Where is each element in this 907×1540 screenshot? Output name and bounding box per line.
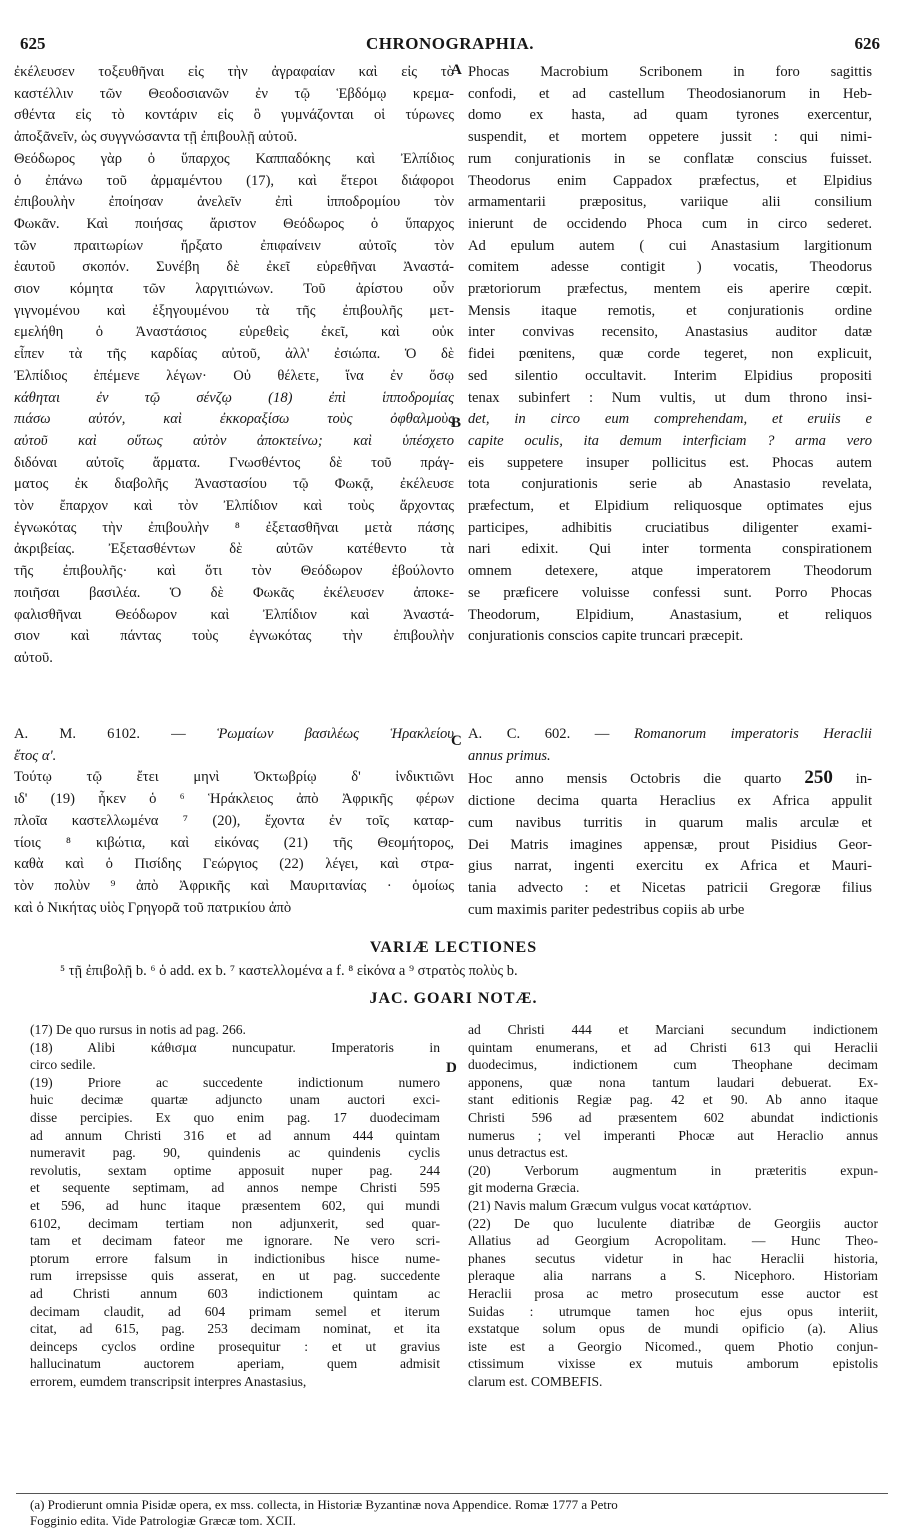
greek-text-line: σιον κόμητα τῶν λαργιτιώνων. Τοῦ ἀρίστου οὖν xyxy=(14,281,454,298)
latin-text-line: Mensis itaque remotis, et conjurationis ordine xyxy=(468,302,872,319)
greek-year-line: καθὰ καὶ ὁ Πισίδης Γεώργιος (22) λέγει, καὶ στρα- xyxy=(14,856,454,873)
note-line: 6102, decimam tertiam non adjunxerit, sed quar- xyxy=(30,1215,440,1231)
note-line: errorem, eumdem transcripsit interpres Anastasius, xyxy=(30,1373,307,1389)
note-line: exstatque solum opus de mundi opificio (a). Alius xyxy=(468,1321,878,1337)
greek-year-line: ιδ' (19) ἧκεν ὁ ⁶ Ἡράκλειος ἀπὸ Ἀφρικῆς φέρων xyxy=(14,791,454,808)
note-line: unus detractus est. xyxy=(468,1145,569,1161)
note-line: (18) Alibi κάθισμα nuncupatur. Imperatoris in xyxy=(30,1039,440,1055)
latin-text-line: sed silentio occultavit. Interim Elpidius propositi xyxy=(468,367,872,384)
greek-text-line: εἶπεν τὰ τῆς καρδίας αὐτοῦ, ἀλλ' ἐσιώπα. Ὁ δὲ xyxy=(14,346,454,363)
note-line: tam et decimam fateor me ignorare. Ne vero scri- xyxy=(30,1233,440,1249)
greek-text-line: γιγνομένου καὶ ἐξηγουμένου τὰ τῆς ἐπιβουλῆς μετ- xyxy=(14,302,454,319)
latin-year-line: gius narrat, ingenti exercitu ex Africa et Mauri- xyxy=(468,858,872,875)
latin-text-line: Phocas Macrobium Scribonem in foro sagittis xyxy=(468,64,872,80)
latin-year-label: A. C. 602. — xyxy=(468,726,610,742)
greek-text-line: τῶν πραιτωρίων ἤρξατο ἐπιφαίνειν αὐτοῖς τὸν xyxy=(14,237,454,254)
latin-text-line: nari edixit. Qui inter tormenta conspirationem xyxy=(468,541,872,558)
latin-text-line: suspendit, et mortem oppetere jussit : qui nimi- xyxy=(468,129,872,146)
greek-year-line: τίοις ⁸ κιβώτια, καὶ εἰκόνας (21) τῆς Θεομήτορος, xyxy=(14,834,454,851)
note-line: decimam claudit, ad 604 primam semel et iterum xyxy=(30,1303,440,1319)
note-line: citat, ad 615, pag. 253 decimam nominat, et ita xyxy=(30,1321,440,1337)
latin-text-line: armamentarii præpositus, variique alii consilium xyxy=(468,194,872,211)
greek-year-line: Τούτῳ τῷ ἔτει μηνὶ Ὀκτωβρίῳ δ' ἰνδικτιῶνι xyxy=(14,769,454,786)
latin-year-title: Romanorum imperatoris Heraclii xyxy=(633,726,872,742)
note-line: numerus ; vel imperanti Phocæ aut Heraclio annus xyxy=(468,1127,878,1143)
latin-year-line: Dei Matris imagines appensæ, prout Pisidius Geor- xyxy=(468,836,872,853)
latin-year-line: dictione decima quarta Heraclius ex Africa appulit xyxy=(468,793,872,810)
note-line: (22) De quo luculente diatribæ de Georgiis auctor xyxy=(468,1215,878,1231)
note-line: disse percipies. Ex quo enim pag. 17 duodecimam xyxy=(30,1109,440,1125)
section-marker-c: C xyxy=(451,733,462,749)
variae-lectiones-line: ⁵ τῇ ἐπιβολῇ b. ⁶ ὁ add. ex b. ⁷ καστελλομένα a f. ⁸ εἰκόνα a ⁹ στρατὸς πολὺς b. xyxy=(60,963,518,979)
latin-text-line: fidei pœnitens, quæ corde tegeret, non explicuit, xyxy=(468,346,872,363)
greek-year-line: τὸν πολὺν ⁹ ἀπὸ Ἀφρικῆς καὶ Μαυριτανίας · ὁμοίως xyxy=(14,877,454,894)
latin-text-line: eis suppetere insuper pollicitus est. Phocas autem xyxy=(468,454,872,471)
latin-text-line: conjurationis conscios capite truncari præcepit. xyxy=(468,628,744,645)
notes-right-column xyxy=(468,1021,878,1390)
greek-text-line: φαλισθῆναι Θεόδωρον καὶ Ἐλπίδιον καὶ Ἀναστά- xyxy=(14,606,454,623)
greek-text-line: τὸν ἔπαρχον καὶ τὸν Ἐλπίδιον καὶ τοὺς ἄρχοντας xyxy=(14,498,454,515)
note-line: (20) Verborum augmentum in præteritis expun- xyxy=(468,1162,878,1178)
page-number-left: 625 xyxy=(20,34,46,53)
footnote-line: Fogginio edita. Vide Patrologiæ Græcæ tom. XCII. xyxy=(30,1513,296,1528)
note-line: deinceps cyclos ordine prosequitur : et ut gravius xyxy=(30,1338,440,1354)
greek-text-line: εμελήθη ὁ Ἀναστάσιος εὑρεθεὶς ἐκεῖ, καὶ οὐκ xyxy=(14,324,454,341)
greek-text-line: σιον καὶ πάντας τοὺς ἐγνωκότας τὴν ἐπιβουλὴν xyxy=(14,628,454,645)
greek-text-line: καστέλλιν τῶν Θεοδοσιανῶν ἐν τῷ Ἑβδόμῳ κρεμα- xyxy=(14,85,454,102)
section-marker-a: A xyxy=(451,62,462,78)
latin-text-line: omnem detexere, atque imperatorem Theodorum xyxy=(468,563,872,580)
note-line: quintam enumerans, et ad Christi 613 qui Heraclii xyxy=(468,1039,878,1055)
greek-text-line: ματος ἐκ διαβολῆς Ἀναστασίου τῷ Φωκᾷ, ἐκέλευσε xyxy=(14,476,454,493)
note-line: Allatius ad Georgium Acropolitam. — Hunc Theo- xyxy=(468,1233,878,1249)
greek-text-line: ἑαυτοῦ σκοπόν. Συνέβη δὲ ἐκεῖ εὑρεθῆναι Ἀναστά- xyxy=(14,259,454,276)
note-line: iste est a Georgio Nicomed., quem Photio conjun- xyxy=(468,1338,878,1354)
latin-text-column xyxy=(468,62,872,648)
latin-year-heading xyxy=(468,724,872,746)
note-line: revolutis, sextam optime apposuit nuper pag. 244 xyxy=(30,1162,440,1178)
note-line: et sequente septimam, ad annos nempe Christi 595 xyxy=(30,1180,440,1196)
note-line: apponens, quæ nona tantum laudari debuerat. Ex- xyxy=(468,1074,878,1090)
latin-text-line: participes, adhibitis cruciatibus diligenter exami- xyxy=(468,519,872,536)
running-title: CHRONOGRAPHIA. xyxy=(365,34,535,53)
greek-text-line: ἐπιβουλὴν ἐποίησαν ἀνελεῖν ἐπὶ ἱπποδρομίου τὸν xyxy=(14,194,454,211)
notes-left-column xyxy=(30,1021,440,1390)
greek-text-line: Ἐλπίδιος ἐπέμενε λέγων· Οὐ θέλετε, ἵνα ἐν ὅσῳ xyxy=(14,367,454,384)
latin-year-first-line-end: in- xyxy=(855,771,872,788)
greek-year-section xyxy=(14,724,454,919)
note-line: git moderna Græcia. xyxy=(468,1180,580,1196)
section-marker-d: D xyxy=(446,1060,457,1076)
latin-text-line: domo ex hasta, ad quam tyrones exercentur, xyxy=(468,107,872,124)
greek-text-line: ἀκριβείας. Ἐξετασθέντων δὲ αὐτῶν κατέθεντο τὰ xyxy=(14,541,454,558)
latin-text-line: confodi, et ad castellum Theodosianorum in Heb- xyxy=(468,85,872,102)
latin-year-section xyxy=(468,724,872,921)
latin-text-line: prætoriorum præfectus, mentem eis aperire cœpit. xyxy=(468,281,872,298)
greek-text-line: διδόναι αὐτοῖς ἅρματα. Γνωσθέντος δὲ τοῦ πράγ- xyxy=(14,454,454,471)
latin-text-line: Ad epulum autem ( cui Anastasium largitionum xyxy=(468,237,872,254)
section-marker-b: B xyxy=(451,415,462,431)
note-line: rum irrepsisse quis asserat, en ut pag. succedente xyxy=(30,1268,440,1284)
note-line: ad Christi annum 603 indictionem quintam ac xyxy=(30,1285,440,1301)
latin-year-first-line xyxy=(468,767,872,791)
page-header xyxy=(20,34,880,60)
greek-text-line: Θεόδωρος γὰρ ὁ ὕπαρχος Καππαδόκης καὶ Ἐλπίδιος xyxy=(14,150,454,167)
greek-text-line: ἐκέλευσεν τοξευθῆναι εἰς τὴν ἀγραφαίαν καὶ εἰς τὸ xyxy=(14,64,454,80)
latin-text-line: capite oculis, ita demum interficiam ? arma vero xyxy=(468,432,872,449)
note-line: hallucinatum auctorem aperiam, quem admisit xyxy=(30,1356,440,1372)
greek-text-line: πιάσω αὐτόν, καὶ ἐκκοραξίσω τοὺς ὀφθαλμοὺς xyxy=(14,411,454,428)
latin-text-line: inierunt de occidendo Phoca cum in circo sederet. xyxy=(468,215,872,232)
latin-text-line: tota conjurationis serie ab Anastasio revelata, xyxy=(468,476,872,493)
note-line: ad annum Christi 316 et ad annum 444 quintam xyxy=(30,1127,440,1143)
note-line: et 596, ad hunc itaque præsentem 602, qui mundi xyxy=(30,1197,440,1213)
greek-text-line: σθέντα εἰς τὸ κοντάριν εἰς ὃ γυμνάζονται οἱ τύρωνες xyxy=(14,107,454,124)
note-line: numeravit pag. 90, quindenis ac quindenis cyclis xyxy=(30,1145,440,1161)
note-line: duodecimus, indictionem cum Theophane decimam xyxy=(468,1057,878,1073)
greek-text-line: ἐγνωκότας τὴν ἐπιβουλὴν ⁸ ἐξετασθῆναι μετὰ πάσης xyxy=(14,519,454,536)
variae-lectiones-title: VARIÆ LECTIONES xyxy=(369,939,538,956)
footnote xyxy=(30,1497,880,1529)
latin-year-line: cum maximis pariter pedestribus copiis ab urbe xyxy=(468,901,745,918)
greek-text-line: τῆς ἐπιβουλῆς· καὶ ὅτι τὸν Θεόδωρον ἐβούλοντο xyxy=(14,563,454,580)
greek-year-label: A. M. 6102. — xyxy=(14,726,186,742)
latin-year-line: tania advecto : et Nicetas patricii Gregoræ filius xyxy=(468,879,872,896)
latin-year-first-line-start: Hoc anno mensis Octobris die quarto xyxy=(468,771,782,788)
greek-text-line: Φωκᾶν. Καὶ ποιήσας ἄριστον Θεόδωρος ὁ ὕπαρχος xyxy=(14,215,454,232)
greek-year-heading xyxy=(14,724,454,746)
latin-text-line: præfectum, et Elpidium reliquosque optimates ejus xyxy=(468,498,872,515)
latin-text-line: rum conjurationis in se conflatæ conscius fuisset. xyxy=(468,150,872,167)
note-line: ctissimum vixisse ex mutuis amborum epistolis xyxy=(468,1356,878,1372)
greek-year-title: Ῥωμαίων βασιλέως Ἡρακλείου xyxy=(216,726,454,742)
latin-year-line: cum navibus turritis in quarum malis arculæ et xyxy=(468,814,872,831)
note-line: Suidas : utrumque tamen hoc ejus opus interiit, xyxy=(468,1303,878,1319)
greek-text-column xyxy=(14,62,454,670)
note-line: Christi 596 ad præsentem 602 abundat indictionis xyxy=(468,1109,878,1125)
footnote-line: (a) Prodierunt omnia Pisidæ opera, ex mss. collecta, in Historiæ Byzantinæ nova Appendice. Romæ 1777 a Petro xyxy=(30,1497,618,1512)
note-line: stant editionis Regiæ pag. 42 et 90. Ab anno itaque xyxy=(468,1092,878,1108)
note-line: pleraque alia narrans a S. Nicephoro. Historiam xyxy=(468,1268,878,1284)
greek-text-line: ἀποξᾶνεῖν, ὡς συγγνώσαντα τῇ ἐπιβουλῇ αὐτοῦ. xyxy=(14,129,298,146)
note-line: (19) Priore ac succedente indictionum numero xyxy=(30,1074,440,1090)
note-line: huic decimæ quartæ adjuncto unam auctori exci- xyxy=(30,1092,440,1108)
note-line: Heraclii prosa ac metro prosecutum esse auctor est xyxy=(468,1285,878,1301)
latin-text-line: comitem adesse contigit ) vocatis, Theodorus xyxy=(468,259,872,276)
greek-year-line: καὶ ὁ Νικήτας υἱὸς Γρηγορᾶ τοῦ πατρικίου ἀπὸ xyxy=(14,899,292,916)
footnote-divider xyxy=(16,1493,888,1494)
latin-text-line: det, in circo eum comprehendam, et eruiis e xyxy=(468,411,872,428)
latin-text-line: inter convivas recensito, Anastasius auditor datæ xyxy=(468,324,872,341)
note-line: circo sedile. xyxy=(30,1057,96,1073)
note-line: (21) Navis malum Græcum vulgus vocat κατάρτιον. xyxy=(468,1197,752,1213)
notes-title: JAC. GOARI NOTÆ. xyxy=(369,990,538,1007)
latin-text-line: Theodorum, Elpidium, Anastasium, et reliquos xyxy=(468,606,872,623)
greek-text-line: ποιῆσαι βασιλέα. Ὁ δὲ Φωκᾶς ἐκέλευσεν ἀποκε- xyxy=(14,584,454,601)
latin-text-line: tenax subinfert : Num vultis, ut dum throno insi- xyxy=(468,389,872,406)
latin-text-line: Theodorus enim Cappadox præfectus, et Elpidius xyxy=(468,172,872,189)
greek-year-heading-line2: ἔτος α'. xyxy=(14,747,57,764)
latin-text-line: se præficere voluisse confessi sunt. Porro Phocas xyxy=(468,584,872,601)
latin-year-heading-line2: annus primus. xyxy=(468,747,551,764)
greek-year-line: πλοῖα καστελλωμένα ⁷ (20), ἔχοντα ἐν τοῖς καταρ- xyxy=(14,812,454,829)
greek-text-line: κάθηται ἐν τῷ σένζῳ (18) ἐπὶ ἱπποδρομίας xyxy=(14,389,454,406)
greek-text-line: αὐτοῦ καὶ οὕτως αὐτὸν ἀποκτείνω; καὶ ὑπέσχετο xyxy=(14,432,454,449)
note-line: phanes secutus videtur in hac Heraclii historia, xyxy=(468,1250,878,1266)
page-number-right: 626 xyxy=(854,34,880,53)
note-line: ptorum errore falsum in indictionibus hisce nume- xyxy=(30,1250,440,1266)
greek-text-line: αὐτοῦ. xyxy=(14,649,53,666)
greek-text-line: ὁ ἐπάνω τοῦ ἀρμαμέντου (17), καὶ ἕτεροι διάφοροι xyxy=(14,172,454,189)
note-line: ad Christi 444 et Marciani secundum indictionem xyxy=(468,1022,878,1037)
note-line: (17) De quo rursus in notis ad pag. 266. xyxy=(30,1022,246,1037)
note-line: clarum est. COMBEFIS. xyxy=(468,1373,603,1389)
marginal-page-number: 250 xyxy=(804,767,833,789)
